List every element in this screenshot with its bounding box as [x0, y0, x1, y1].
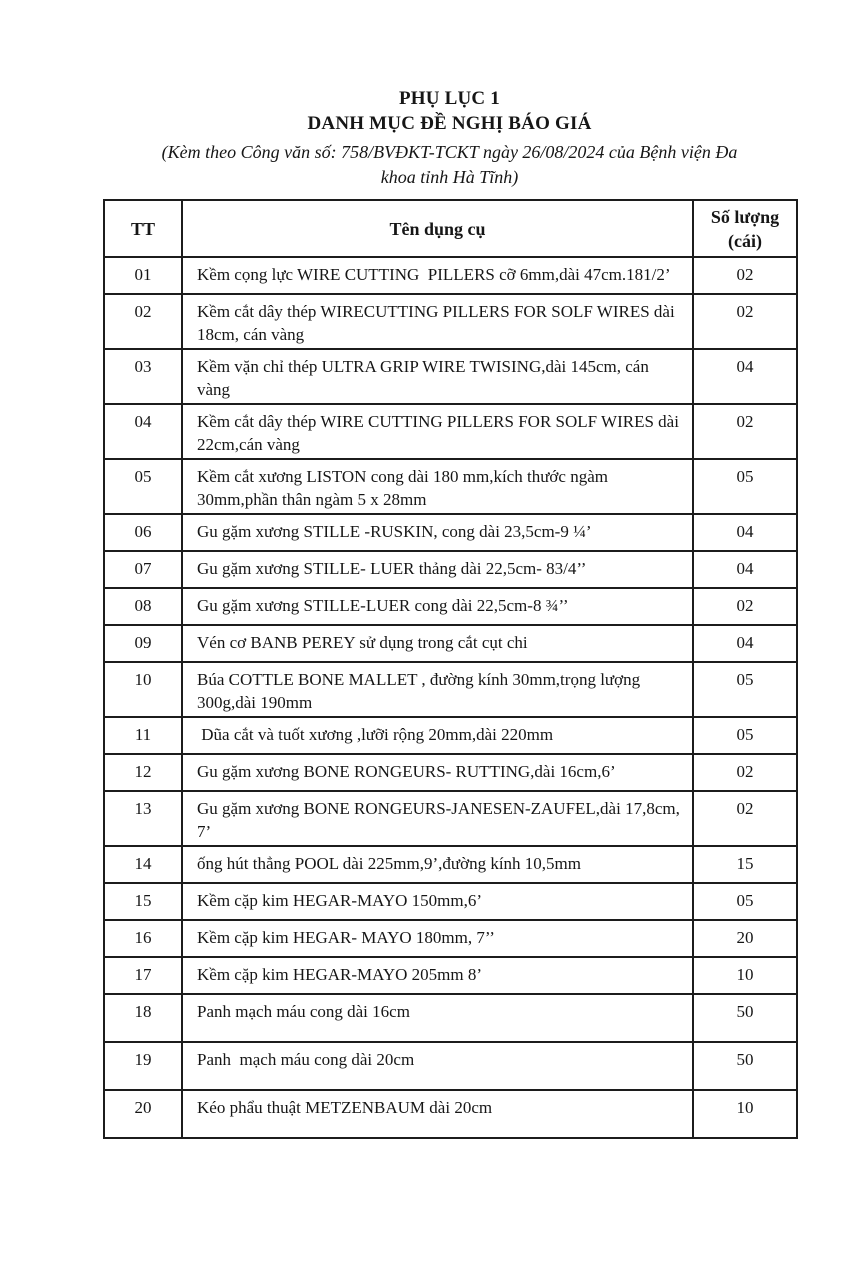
cell-qty: 04 [693, 514, 797, 551]
cell-qty: 02 [693, 588, 797, 625]
col-header-qty: Số lượng (cái) [693, 200, 797, 257]
cell-qty: 02 [693, 404, 797, 459]
cell-name: Búa COTTLE BONE MALLET , đường kính 30mm,trọng lượng 300g,dài 190mm [182, 662, 693, 717]
table-row [104, 754, 797, 791]
cell-name: Panh mạch máu cong dài 16cm [182, 994, 693, 1042]
cell-qty: 05 [693, 662, 797, 717]
cell-name: Vén cơ BANB PEREY sử dụng trong cắt cụt chi [182, 625, 693, 662]
cell-tt: 01 [104, 257, 182, 294]
table-row [104, 883, 797, 920]
header-row [104, 200, 797, 257]
cell-name: Gu gặm xương BONE RONGEURS- RUTTING,dài 16cm,6’ [182, 754, 693, 791]
table-row [104, 957, 797, 994]
cell-name: Gu gặm xương STILLE-LUER cong dài 22,5cm-8 ¾’’ [182, 588, 693, 625]
cell-tt: 06 [104, 514, 182, 551]
cell-tt: 02 [104, 294, 182, 349]
cell-qty: 50 [693, 1042, 797, 1090]
table-row [104, 349, 797, 404]
table-row [104, 404, 797, 459]
cell-qty: 50 [693, 994, 797, 1042]
cell-qty: 04 [693, 625, 797, 662]
table-row [104, 459, 797, 514]
table-row [104, 920, 797, 957]
cell-qty: 02 [693, 791, 797, 846]
list-title: DANH MỤC ĐỀ NGHỊ BÁO GIÁ [307, 113, 592, 134]
cell-tt: 07 [104, 551, 182, 588]
cell-tt: 05 [104, 459, 182, 514]
cell-tt: 03 [104, 349, 182, 404]
reference-note-line2: khoa tỉnh Hà Tĩnh) [380, 167, 519, 187]
table-row [104, 294, 797, 349]
document-page [0, 86, 849, 1286]
appendix-title: PHỤ LỤC 1 [398, 88, 501, 109]
cell-tt: 09 [104, 625, 182, 662]
cell-qty: 02 [693, 294, 797, 349]
table-row [104, 514, 797, 551]
table-body [104, 257, 797, 1138]
cell-name: Kềm cắt dây thép WIRECUTTING PILLERS FOR SOLF WIRES dài 18cm, cán vàng [182, 294, 693, 349]
table-header [104, 200, 797, 257]
table-row [104, 717, 797, 754]
table-row [104, 551, 797, 588]
cell-name: Kềm cắt dây thép WIRE CUTTING PILLERS FOR SOLF WIRES dài 22cm,cán vàng [182, 404, 693, 459]
cell-qty: 04 [693, 551, 797, 588]
cell-qty: 20 [693, 920, 797, 957]
cell-tt: 15 [104, 883, 182, 920]
table-row [104, 625, 797, 662]
quotation-table [103, 199, 798, 1139]
cell-name: Kềm cắt xương LISTON cong dài 180 mm,kích thước ngàm 30mm,phần thân ngàm 5 x 28mm [182, 459, 693, 514]
cell-tt: 20 [104, 1090, 182, 1138]
table-row [104, 791, 797, 846]
col-header-tt: TT [104, 200, 182, 257]
table-row [104, 1042, 797, 1090]
table-row [104, 257, 797, 294]
cell-name: ống hút thẳng POOL dài 225mm,9’,đường kính 10,5mm [182, 846, 693, 883]
cell-qty: 10 [693, 957, 797, 994]
cell-qty: 02 [693, 754, 797, 791]
cell-name: Kềm cặp kim HEGAR- MAYO 180mm, 7’’ [182, 920, 693, 957]
document-header [103, 86, 796, 190]
table-row [104, 588, 797, 625]
cell-name: Panh mạch máu cong dài 20cm [182, 1042, 693, 1090]
cell-tt: 14 [104, 846, 182, 883]
cell-name: Kềm cọng lực WIRE CUTTING PILLERS cỡ 6mm,dài 47cm.181/2’ [182, 257, 693, 294]
cell-tt: 16 [104, 920, 182, 957]
cell-tt: 12 [104, 754, 182, 791]
cell-tt: 04 [104, 404, 182, 459]
cell-name: Kềm vặn chỉ thép ULTRA GRIP WIRE TWISING,dài 145cm, cán vàng [182, 349, 693, 404]
cell-tt: 19 [104, 1042, 182, 1090]
cell-name: Kềm cặp kim HEGAR-MAYO 205mm 8’ [182, 957, 693, 994]
cell-name: Dũa cắt và tuốt xương ,lưỡi rộng 20mm,dài 220mm [182, 717, 693, 754]
cell-tt: 08 [104, 588, 182, 625]
cell-qty: 10 [693, 1090, 797, 1138]
cell-tt: 11 [104, 717, 182, 754]
reference-note [103, 140, 796, 190]
cell-qty: 05 [693, 883, 797, 920]
cell-tt: 17 [104, 957, 182, 994]
cell-name: Gu gặm xương STILLE- LUER thảng dài 22,5cm- 83/4’’ [182, 551, 693, 588]
col-header-name: Tên dụng cụ [182, 200, 693, 257]
cell-qty: 04 [693, 349, 797, 404]
cell-qty: 02 [693, 257, 797, 294]
reference-note-line1: (Kèm theo Công văn số: 758/BVĐKT-TCKT ngày 26/08/2024 của Bệnh viện Đa [161, 142, 738, 162]
cell-name: Kéo phẩu thuật METZENBAUM dài 20cm [182, 1090, 693, 1138]
table-row [104, 994, 797, 1042]
table-row [104, 662, 797, 717]
cell-tt: 13 [104, 791, 182, 846]
cell-qty: 05 [693, 459, 797, 514]
cell-qty: 15 [693, 846, 797, 883]
cell-qty: 05 [693, 717, 797, 754]
cell-name: Kềm cặp kim HEGAR-MAYO 150mm,6’ [182, 883, 693, 920]
cell-name: Gu gặm xương STILLE -RUSKIN, cong dài 23,5cm-9 ¼’ [182, 514, 693, 551]
table-row [104, 1090, 797, 1138]
cell-name: Gu gặm xương BONE RONGEURS-JANESEN-ZAUFEL,dài 17,8cm, 7’ [182, 791, 693, 846]
table-row [104, 846, 797, 883]
cell-tt: 18 [104, 994, 182, 1042]
cell-tt: 10 [104, 662, 182, 717]
